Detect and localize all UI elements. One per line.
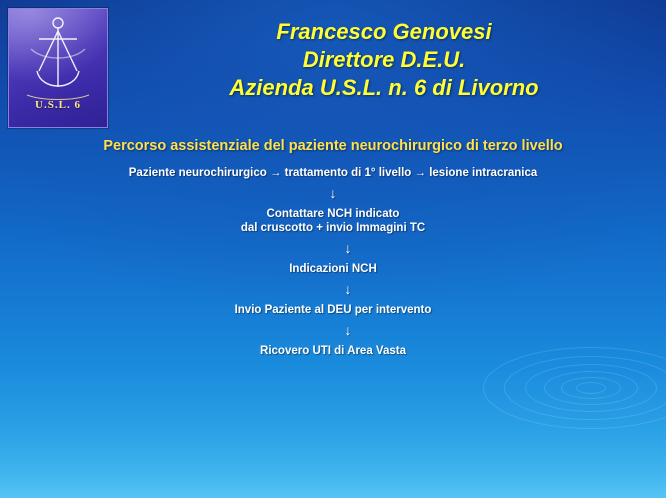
care-pathway-flow <box>0 166 666 358</box>
slide-subtitle: Percorso assistenziale del paziente neurochirurgico di terzo livello <box>103 138 563 154</box>
flow-step-1-line-1: Paziente neurochirurgico → trattamento di 1° livello → lesione intracranica <box>128 167 538 179</box>
flow-step-2-line-2: dal cruscotto + invio Immagini TC <box>240 222 426 234</box>
title-line-1: Francesco Genovesi <box>276 19 492 44</box>
flow-step-4 <box>0 303 666 317</box>
flow-arrow-2: ↓ <box>344 240 352 256</box>
usl-logo-caption: U.S.L. 6 <box>35 99 81 111</box>
flow-arrow-4: ↓ <box>344 322 352 338</box>
flow-arrow-1: ↓ <box>329 185 337 201</box>
flow-step-3 <box>0 262 666 276</box>
title-line-2: Direttore D.E.U. <box>302 47 466 72</box>
flow-step-5 <box>0 344 666 358</box>
usl-logo <box>8 8 108 128</box>
flow-step-2 <box>0 207 666 235</box>
flow-arrow-3: ↓ <box>344 281 352 297</box>
title-line-3: Azienda U.S.L. n. 6 di Livorno <box>229 75 539 100</box>
flow-step-3-line-1: Indicazioni NCH <box>289 263 377 275</box>
flow-step-4-line-1: Invio Paziente al DEU per intervento <box>234 304 432 316</box>
flow-step-2-line-1: Contattare NCH indicato <box>266 208 400 220</box>
page-title <box>120 18 648 102</box>
flow-step-5-line-1: Ricovero UTI di Area Vasta <box>260 345 406 357</box>
flow-step-1 <box>0 166 666 180</box>
